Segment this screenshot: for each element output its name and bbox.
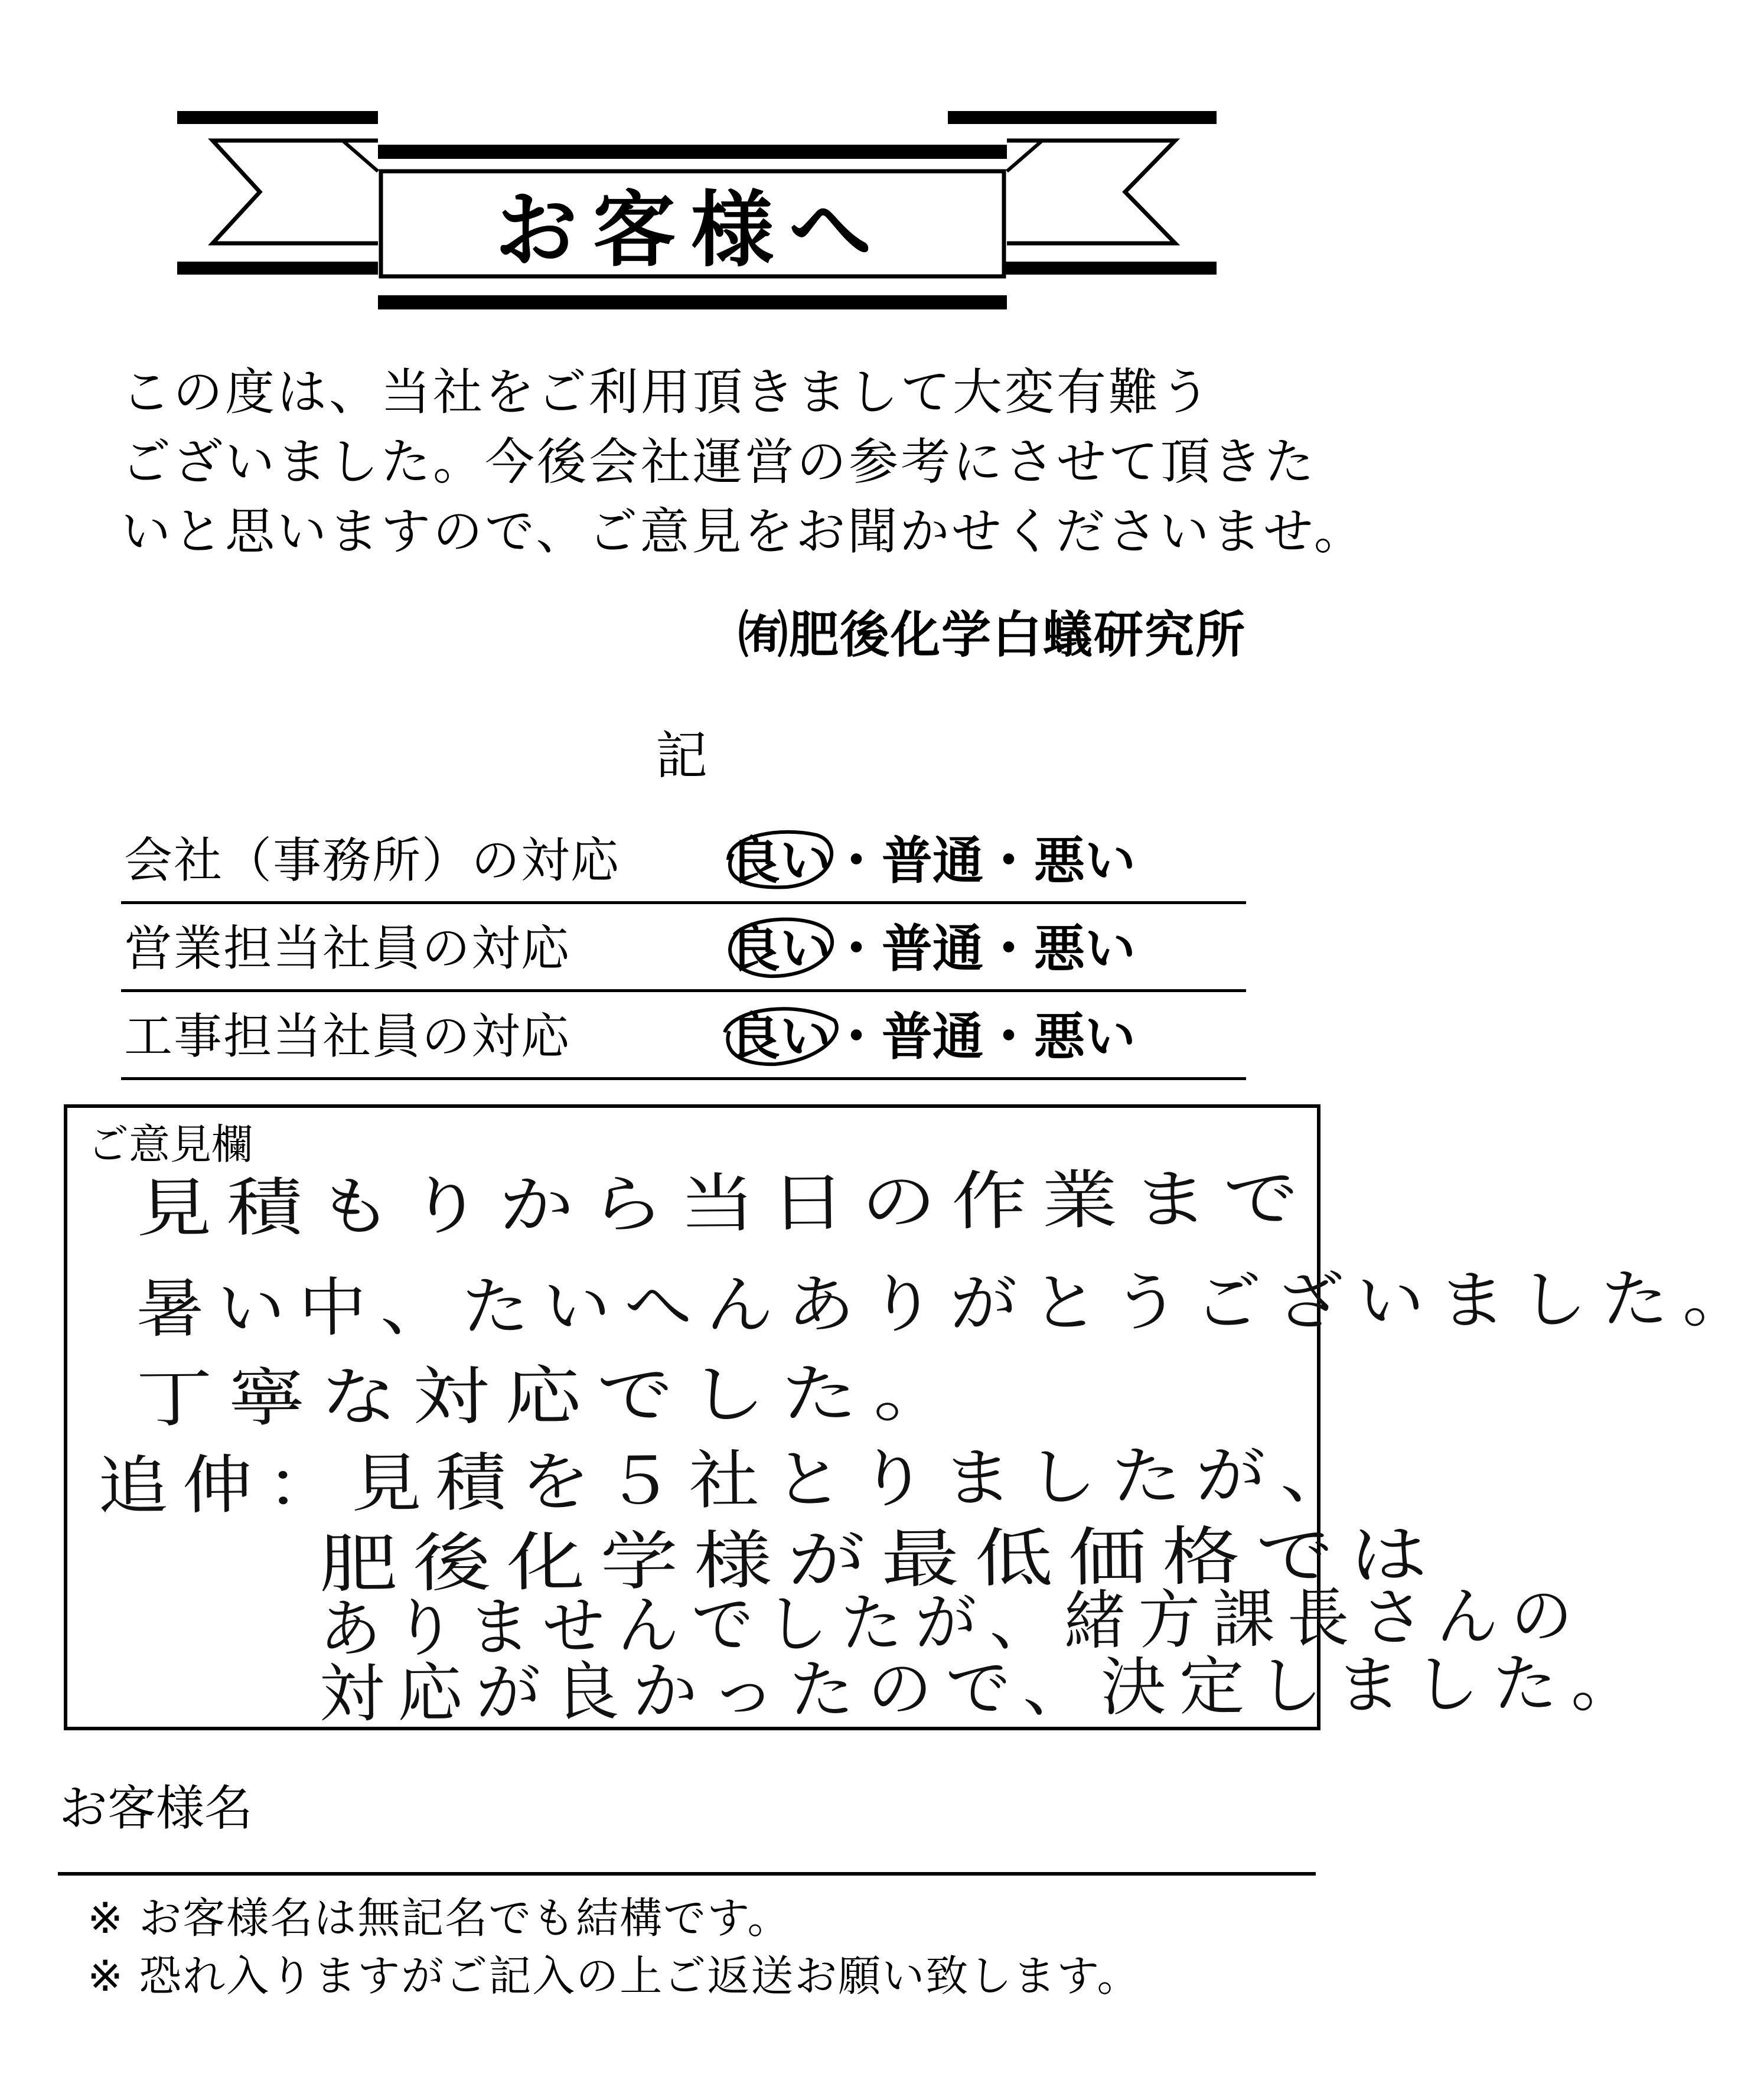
rating-row-sales [121,902,1246,992]
rating-options: 良い ・普通・悪い [729,1007,1136,1067]
company-name: ㈲肥後化学白蟻研究所 [738,606,1246,664]
option-bad[interactable]: 悪い [1034,831,1136,891]
comment-label: ご意見欄 [87,1120,253,1169]
option-good[interactable]: 良い [729,831,831,891]
handwritten-line: 対応が良かったので、決定しました。 [318,1646,1650,1731]
rating-label: 営業担当社員の対応 [124,921,571,977]
footnote: ※ お客様名は無記名でも結構です。 [87,1893,791,1943]
handwritten-line: 丁寧な対応でした。 [135,1356,966,1436]
intro-paragraph [121,357,1366,566]
option-good[interactable]: 良い [729,1007,831,1067]
handwritten-line: ありませんでしたが、緒方課長さんの [318,1579,1586,1667]
intro-line: ございました。今後会社運営の参考にさせて頂きた [121,433,1317,491]
option-bad[interactable]: 悪い [1034,919,1136,979]
rating-options: 良い ・普通・悪い [729,831,1136,891]
handwritten-line: 見積もりから当日の作業まで [135,1162,1315,1246]
rating-row-construction [121,990,1246,1080]
rating-label: 会社（事務所）の対応 [124,833,621,889]
option-normal[interactable]: 普通 [882,831,983,891]
circle-mark-icon [716,911,843,982]
handwritten-line: 暑い中、たいへんありがとうございました。 [135,1261,1764,1346]
handwritten-line: 追伸：見積を５社とりましたが、 [97,1437,1365,1524]
rating-options: 良い ・普通・悪い [729,919,1136,979]
customer-name-label: お客様名 [59,1780,253,1837]
customer-name-line[interactable] [58,1872,1316,1876]
intro-line: いと思いますので、ご意見をお聞かせくださいませ。 [121,503,1366,560]
footnote: ※ 恐れ入りますがご記入の上ご返送お願い致します。 [87,1951,1141,2001]
option-normal[interactable]: 普通 [882,919,983,979]
option-normal[interactable]: 普通 [882,1007,983,1067]
rating-label: 工事担当社員の対応 [124,1009,571,1065]
option-bad[interactable]: 悪い [1034,1007,1136,1067]
circle-mark-icon [716,823,843,894]
option-good[interactable]: 良い [729,919,831,979]
rating-row-company [121,814,1246,904]
handwritten-line: 肥後化学様が最低価格では [318,1518,1444,1602]
circle-mark-icon [716,999,843,1070]
intro-line: この度は、当社をご利用頂きまして大変有難う [121,363,1213,421]
page-title: お客様へ [494,182,887,279]
ki-heading: 記 [656,725,708,786]
